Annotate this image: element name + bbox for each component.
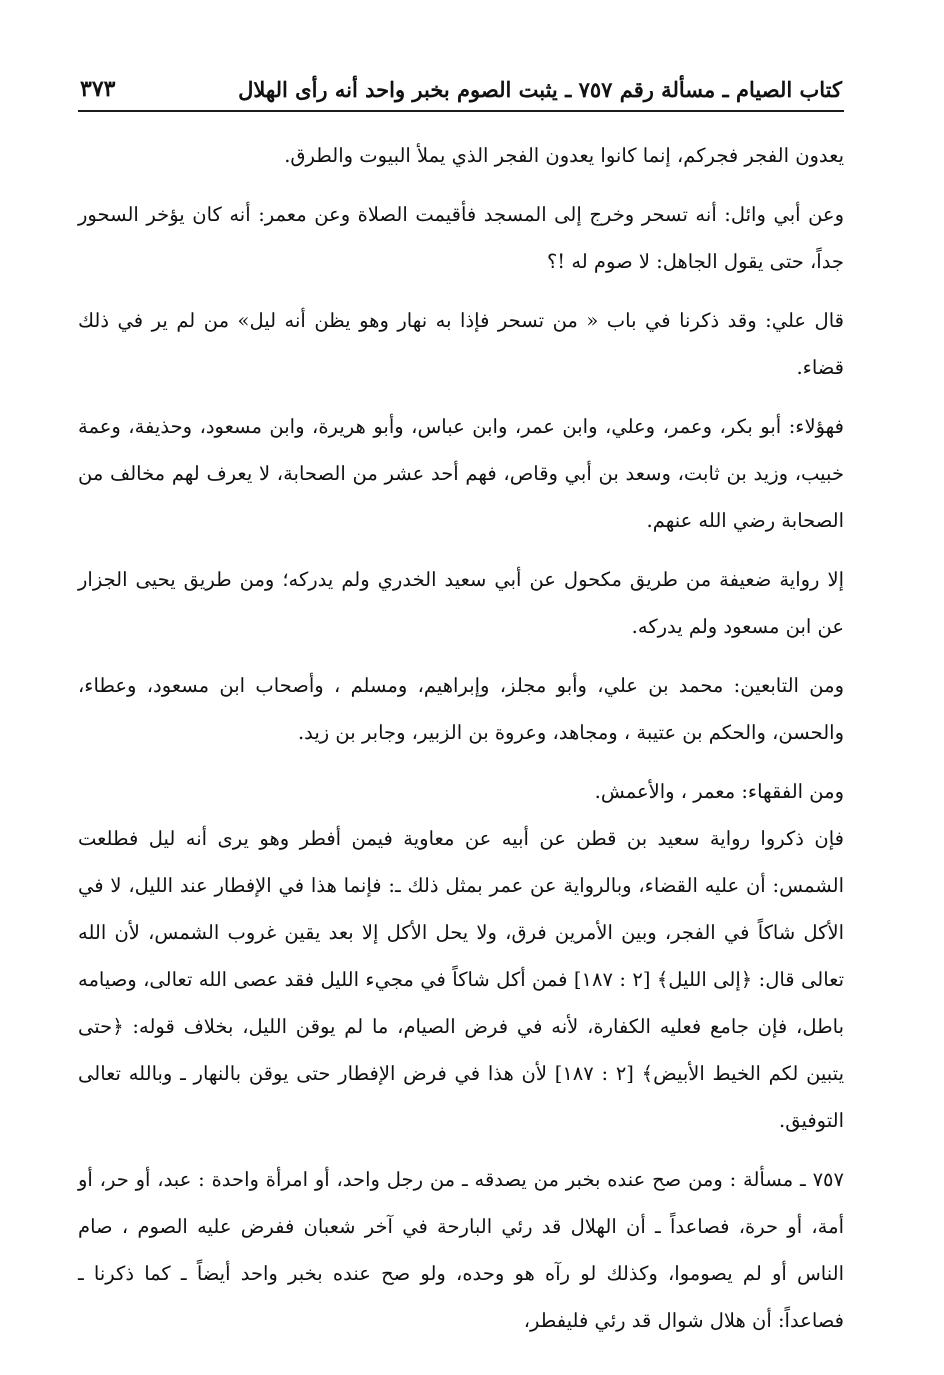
page-body (78, 132, 844, 1344)
running-header (78, 58, 844, 112)
paragraph-masala-757: ٧٥٧ ـ مسألة : ومن صح عنده بخبر من يصدقه ـ من رجل واحد، أو امرأة واحدة : عبد، أو حر، أو أمة، أو حرة، فصاعداً ـ أن الهلال قد رئي البارحة في آخر شعبان ففرض عليه الصوم ، صام الناس أو لم يصوموا، وكذلك لو رآه هو وحده، ولو صح عنده بخبر واحد أيضاً ـ كما ذكرنا ـ فصاعداً: أن هلال شوال قد رئي فليفطر، (78, 1168, 844, 1332)
header-title: كتاب الصيام ـ مسألة رقم ٧٥٧ ـ يثبت الصوم بخبر واحد أنه رأى الهلال (238, 77, 842, 102)
paragraph-fajr: يعدون الفجر فجركم، إنما كانوا يعدون الفجر الذي يملأ البيوت والطرق. (284, 144, 844, 167)
paragraph-tabieen: ومن التابعين: محمد بن علي، وأبو مجلز، وإبراهيم، ومسلم ، وأصحاب ابن مسعود، وعطاء، والحسن، والحكم بن عتيبة ، ومجاهد، وعروة بن الزبير، وجابر بن زيد. (78, 674, 844, 744)
paragraph-qala-ali: قال علي: وقد ذكرنا في باب « من تسحر فإذا به نهار وهو يظن أنه ليل» من لم ير في ذلك قضاء. (78, 309, 844, 379)
paragraph-abi-wail: وعن أبي وائل: أنه تسحر وخرج إلى المسجد فأقيمت الصلاة وعن معمر: أنه كان يؤخر السحور جداً، حتى يقول الجاهل: لا صوم له !؟ (78, 203, 844, 273)
page-number: ٣٧٣ (80, 76, 116, 102)
paragraph-weak-narration: إلا رواية ضعيفة من طريق مكحول عن أبي سعيد الخدري ولم يدركه؛ ومن طريق يحيى الجزار عن ابن مسعود ولم يدركه. (78, 568, 844, 638)
paragraph-rebuttal: فإن ذكروا رواية سعيد بن قطن عن أبيه عن معاوية فيمن أفطر وهو يرى أنه ليل فطلعت الشمس: أن عليه القضاء، وبالرواية عن عمر بمثل ذلك ـ: فإنما هذا في الإفطار عند الليل، لا في الأكل شاكاً في الفجر، وبين الأمرين فرق، ولا يحل الأكل إلا بعد يقين غروب الشمس، لأن الله تعالى قال: ﴿إلى الليل﴾ [٢ : ١٨٧] فمن أكل شاكاً في مجيء الليل فقد عصى الله تعالى، وصيامه باطل، فإن جامع فعليه الكفارة، لأنه في فرض الصيام، ما لم يوقن الليل، بخلاف قوله: ﴿حتى يتبين لكم الخيط الأبيض﴾ [٢ : ١٨٧] لأن هذا في فرض الإفطار حتى يوقن بالنهار ـ وبالله تعالى التوفيق. (78, 827, 845, 1132)
paragraph-fuqaha: ومن الفقهاء: معمر ، والأعمش. (594, 780, 844, 803)
paragraph-sahaba-list: فهؤلاء: أبو بكر، وعمر، وعلي، وابن عمر، وابن عباس، وأبو هريرة، وابن مسعود، وحذيفة، وعمة خبيب، وزيد بن ثابت، وسعد بن أبي وقاص، فهم أحد عشر من الصحابة، لا يعرف لهم مخالف من الصحابة رضي الله عنهم. (78, 415, 844, 532)
